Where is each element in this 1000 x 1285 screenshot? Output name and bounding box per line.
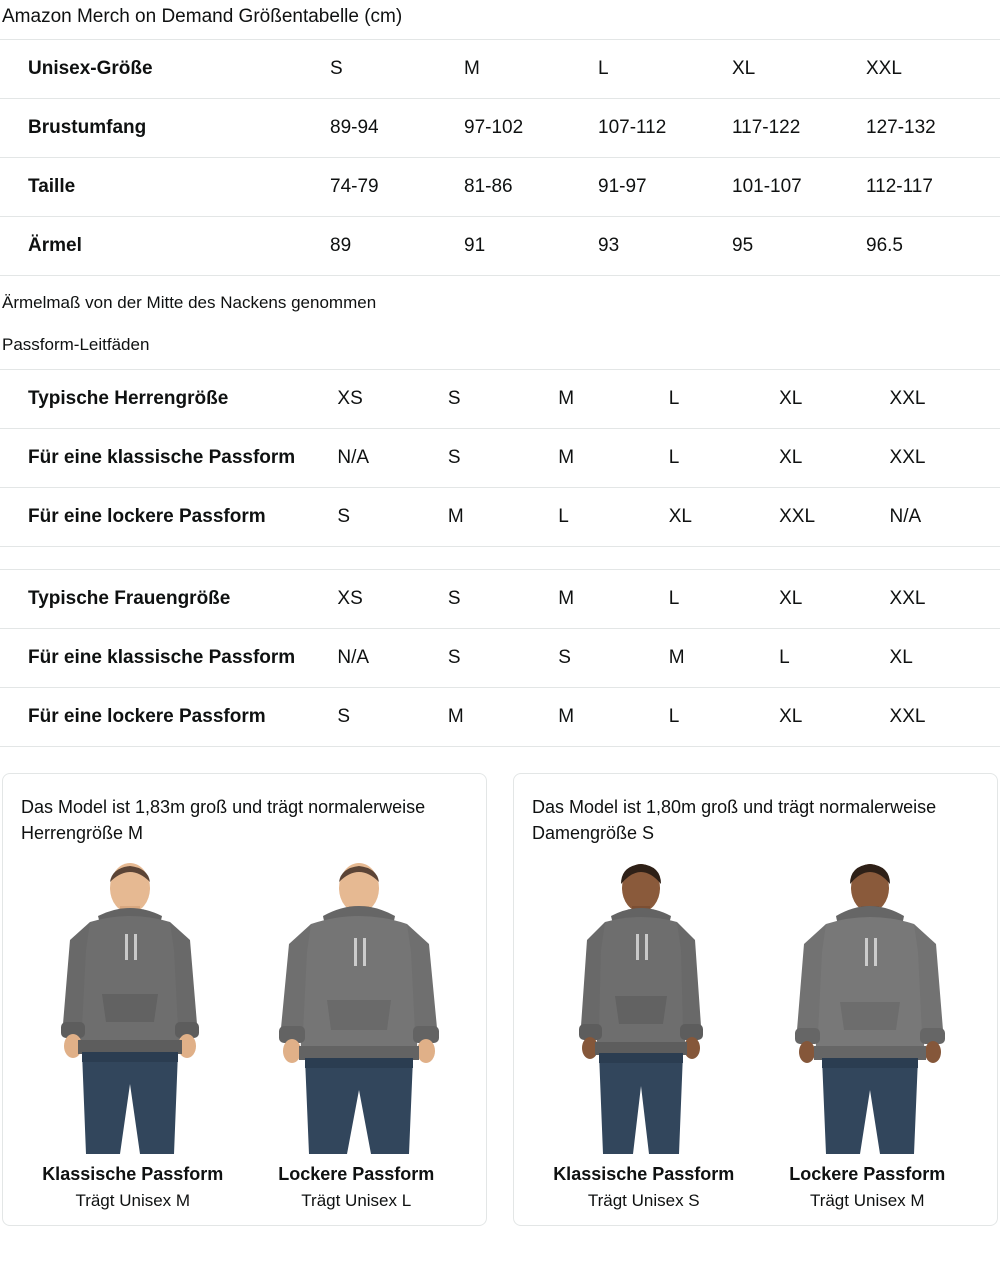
table-row	[0, 157, 1000, 216]
model-figure-classic	[532, 854, 751, 1154]
fit-size: Trägt Unisex M	[809, 1190, 925, 1210]
cell: S	[448, 569, 558, 628]
row-label: Für eine lockere Passform	[0, 687, 337, 746]
cell: 89-94	[330, 98, 464, 157]
cell: N/A	[337, 628, 447, 687]
cell: L	[669, 687, 779, 746]
cell: M	[558, 569, 668, 628]
cell: S	[448, 369, 558, 428]
female-model-classic-fit-illustration	[541, 854, 741, 1154]
cell: M	[558, 687, 668, 746]
cell: L	[669, 569, 779, 628]
unisex-size-table	[0, 39, 1000, 276]
womens-fit-table	[0, 569, 1000, 747]
model-figures	[532, 854, 979, 1154]
cell: XL	[669, 487, 779, 546]
fit-name: Klassische Passform	[42, 1163, 224, 1184]
row-label: Für eine klassische Passform	[0, 428, 337, 487]
cell: XXL	[890, 569, 1000, 628]
table-row	[0, 369, 1000, 428]
table-row	[0, 487, 1000, 546]
table-row	[0, 39, 1000, 98]
row-label: Typische Frauengröße	[0, 569, 337, 628]
cell: M	[448, 487, 558, 546]
female-model-relaxed-fit-illustration	[770, 854, 970, 1154]
figure-label	[245, 1164, 469, 1211]
page-title: Amazon Merch on Demand Größentabelle (cm)	[2, 6, 403, 27]
cell: L	[598, 39, 732, 98]
fit-size: Trägt Unisex L	[301, 1190, 412, 1210]
table-row	[0, 216, 1000, 275]
cell: L	[779, 628, 889, 687]
mens-fit-table	[0, 369, 1000, 547]
cell: 97-102	[464, 98, 598, 157]
row-label: Für eine lockere Passform	[0, 487, 337, 546]
sleeve-measurement-note: Ärmelmaß von der Mitte des Nackens genommen	[2, 292, 377, 312]
model-figures	[21, 854, 468, 1154]
table-row	[0, 628, 1000, 687]
cell: 74-79	[330, 157, 464, 216]
cell: XS	[337, 369, 447, 428]
cell: N/A	[337, 428, 447, 487]
fit-name: Klassische Passform	[553, 1163, 735, 1184]
row-label: Für eine klassische Passform	[0, 628, 337, 687]
table-row	[0, 428, 1000, 487]
cell: XL	[779, 687, 889, 746]
table-spacer	[0, 547, 1000, 569]
cell: S	[558, 628, 668, 687]
cell: XXL	[890, 369, 1000, 428]
cell: XXL	[779, 487, 889, 546]
model-card-womens	[513, 773, 998, 1226]
model-figure-labels	[21, 1164, 468, 1211]
cell: M	[669, 628, 779, 687]
cell: S	[330, 39, 464, 98]
cell: XL	[779, 428, 889, 487]
cell: XL	[732, 39, 866, 98]
cell: S	[448, 628, 558, 687]
cell: 95	[732, 216, 866, 275]
cell: N/A	[890, 487, 1000, 546]
cell: M	[558, 428, 668, 487]
cell: XXL	[890, 687, 1000, 746]
cell: 91-97	[598, 157, 732, 216]
model-figure-labels	[532, 1164, 979, 1211]
model-card-caption: Das Model ist 1,80m groß und trägt normalerweise Damengröße S	[532, 796, 937, 843]
cell: S	[448, 428, 558, 487]
cell: XXL	[866, 39, 1000, 98]
table-row	[0, 569, 1000, 628]
cell: XL	[779, 569, 889, 628]
row-label: Taille	[0, 157, 330, 216]
cell: 117-122	[732, 98, 866, 157]
figure-label	[21, 1164, 245, 1211]
cell: S	[337, 687, 447, 746]
model-card-mens	[2, 773, 487, 1226]
male-model-relaxed-fit-illustration	[259, 854, 459, 1154]
cell: 93	[598, 216, 732, 275]
cell: 112-117	[866, 157, 1000, 216]
cell: 91	[464, 216, 598, 275]
table-row	[0, 98, 1000, 157]
cell: XXL	[890, 428, 1000, 487]
cell: M	[464, 39, 598, 98]
row-label: Ärmel	[0, 216, 330, 275]
model-card-caption: Das Model ist 1,83m groß und trägt normalerweise Herrengröße M	[21, 796, 426, 843]
cell: M	[558, 369, 668, 428]
row-label: Brustumfang	[0, 98, 330, 157]
cell: 96.5	[866, 216, 1000, 275]
fit-guides-label: Passform-Leitfäden	[2, 334, 150, 354]
cell: L	[558, 487, 668, 546]
cell: 107-112	[598, 98, 732, 157]
figure-label	[532, 1164, 756, 1211]
cell: XS	[337, 569, 447, 628]
fit-name: Lockere Passform	[278, 1163, 435, 1184]
cell: L	[669, 428, 779, 487]
model-figure-relaxed	[250, 854, 469, 1154]
table-row	[0, 687, 1000, 746]
cell: XL	[779, 369, 889, 428]
figure-label	[756, 1164, 980, 1211]
cell: M	[448, 687, 558, 746]
cell: 81-86	[464, 157, 598, 216]
cell: XL	[890, 628, 1000, 687]
fit-name: Lockere Passform	[789, 1163, 946, 1184]
fit-size: Trägt Unisex M	[75, 1190, 191, 1210]
male-model-classic-fit-illustration	[30, 854, 230, 1154]
cell: L	[669, 369, 779, 428]
model-figure-classic	[21, 854, 240, 1154]
row-label: Unisex-Größe	[0, 39, 330, 98]
model-figure-relaxed	[761, 854, 980, 1154]
cell: 89	[330, 216, 464, 275]
model-cards	[0, 773, 1000, 1226]
fit-size: Trägt Unisex S	[587, 1190, 700, 1210]
cell: S	[337, 487, 447, 546]
cell: 127-132	[866, 98, 1000, 157]
cell: 101-107	[732, 157, 866, 216]
row-label: Typische Herrengröße	[0, 369, 337, 428]
